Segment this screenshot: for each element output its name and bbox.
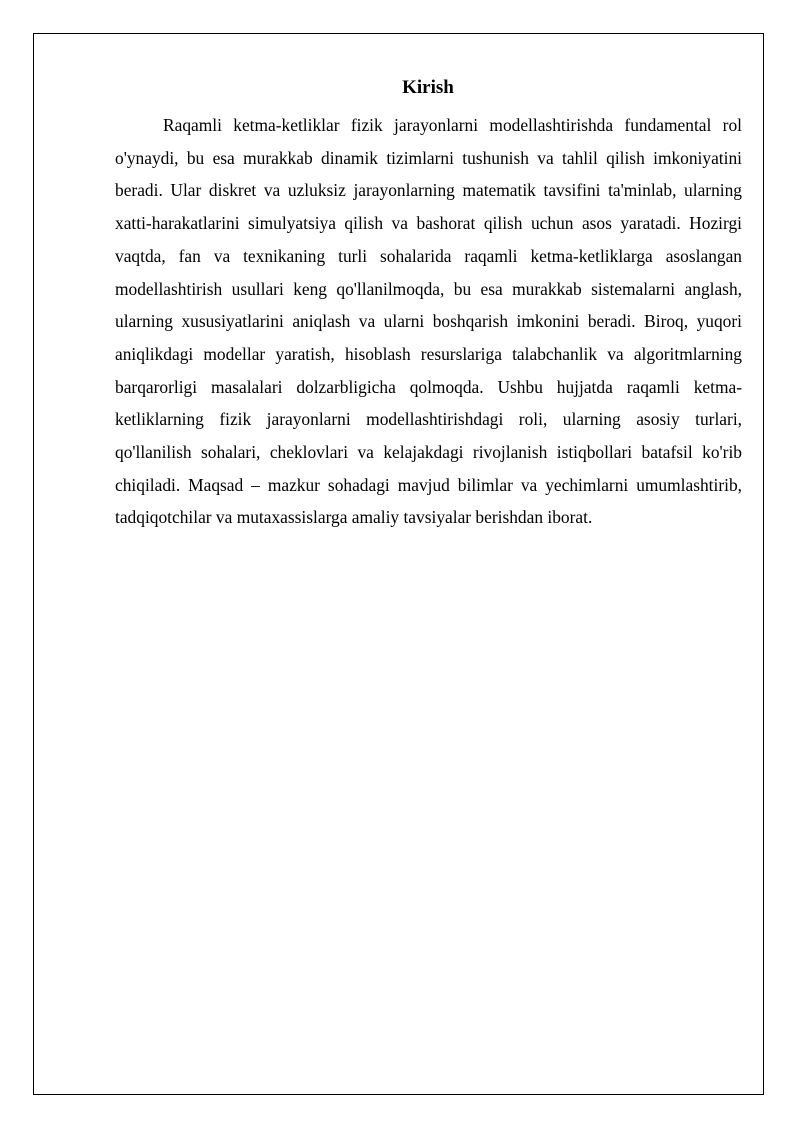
section-heading: Kirish — [402, 77, 454, 98]
body-paragraph: Raqamli ketma-ketliklar fizik jarayonlarni modellashtirishda fundamental rol o'ynaydi, bu esa murakkab dinamik tizimlarni tushunish va tahlil qilish imkoniyatini beradi. Ular diskret va uzluksiz jarayonlarning matematik tavsifini ta'minlab, ularning xatti-harakatlarini simulyatsiya qilish va bashorat qilish uchun asos yaratadi. Hozirgi vaqtda, fan va texnikaning turli sohalarida raqamli ketma-ketliklarga asoslangan modellashtirish usullari keng qo'llanilmoqda, bu esa murakkab sistemalarni anglash, ularning xususiyatlarini aniqlash va ularni boshqarish imkonini beradi. Biroq, yuqori aniqlikdagi modellar yaratish, hisoblash resurslariga talabchanlik va algoritmlarning barqarorligi masalalari dolzarbligicha qolmoqda. Ushbu hujjatda raqamli ketma-ketliklarning fizik jarayonlarni modellashtirishdagi roli, ularning asosiy turlari, qo'llanilish sohalari, cheklovlari va kelajakdagi rivojlanish istiqbollari batafsil ko'rib chiqiladi. Maqsad – mazkur sohadagi mavjud bilimlar va yechimlarni umumlashtirib, tadqiqotchilar va mutaxassislarga amaliy tavsiyalar berishdan iborat. — [115, 115, 742, 528]
